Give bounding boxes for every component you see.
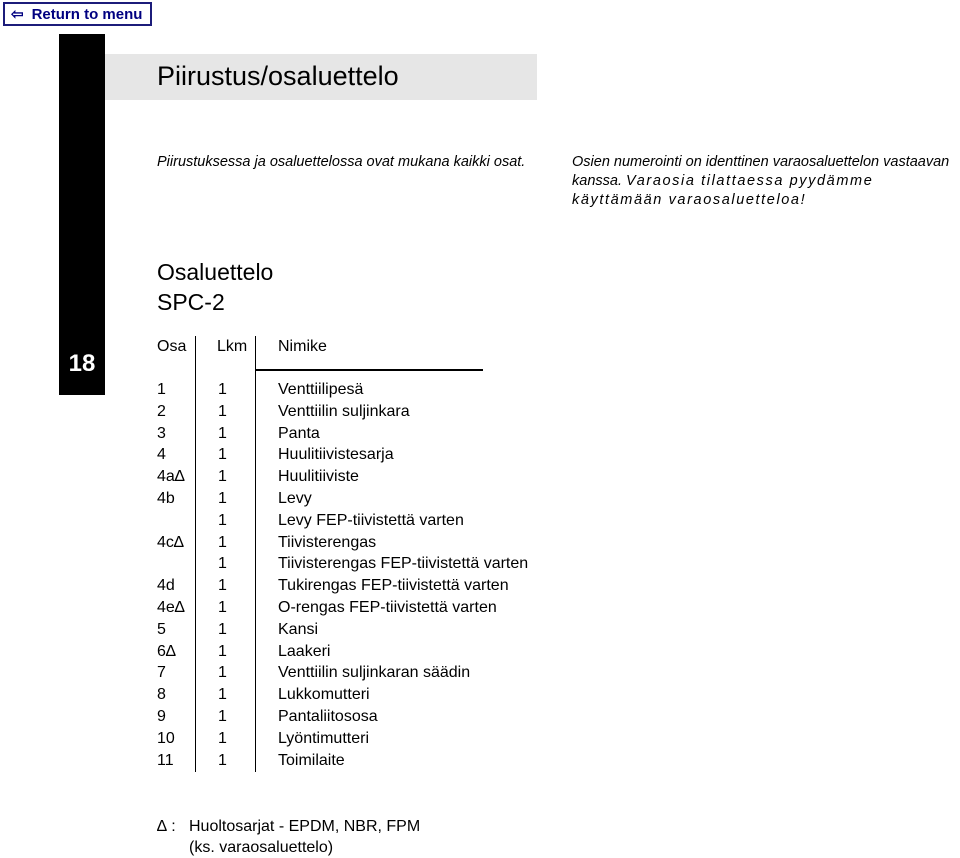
part-number: 8 (157, 686, 166, 704)
table-row (0, 425, 960, 447)
quantity: 1 (218, 751, 227, 769)
part-name: Tiivisterengas FEP-tiivistettä varten (278, 555, 529, 573)
table-row (0, 403, 960, 425)
quantity: 1 (218, 490, 227, 507)
part-number: 6∆ (157, 642, 176, 660)
part-name: O-rengas FEP-tiivistettä varten (278, 599, 497, 616)
part-name: Tukirengas FEP-tiivistettä varten (278, 577, 509, 595)
table-row (0, 512, 960, 534)
part-name: Laakeri (278, 642, 331, 660)
quantity: 1 (218, 381, 227, 398)
part-number: 1 (157, 381, 166, 398)
intro-right-line1: Osien numerointi on identtinen varaosaluettelon vastaavan kanssa. (572, 154, 950, 189)
legend-footer (157, 816, 420, 858)
table-row (0, 490, 960, 512)
part-name: Huulitiiviste (278, 468, 359, 486)
table-row (0, 599, 960, 621)
part-number: 4b (157, 490, 175, 507)
page-title: Piirustus/osaluettelo (157, 61, 399, 91)
quantity: 1 (218, 511, 227, 529)
quantity: 1 (218, 642, 227, 660)
header-nimike: Nimike (278, 338, 327, 355)
table-row (0, 577, 960, 599)
part-number: 10 (157, 729, 175, 747)
part-name: Panta (278, 424, 320, 442)
part-name: Levy (278, 490, 312, 507)
header-lkm: Lkm (217, 338, 248, 355)
part-number: 2 (157, 402, 166, 420)
legend-line1: Huoltosarjat - EPDM, NBR, FPM (189, 818, 421, 835)
part-number: 4a∆ (157, 468, 185, 486)
part-name: Venttiilin suljinkaran säädin (278, 664, 471, 682)
delta-symbol: ∆ : (157, 818, 176, 835)
part-name: Pantaliitososa (278, 708, 378, 725)
part-name: Tiivisterengas (278, 533, 377, 551)
table-row (0, 446, 960, 468)
table-row (0, 730, 960, 752)
table-row (0, 468, 960, 490)
part-number: 11 (157, 751, 174, 769)
part-number: 4c∆ (157, 533, 184, 551)
table-row (0, 664, 960, 686)
part-name: Lyöntimutteri (278, 729, 369, 747)
part-name: Toimilaite (278, 751, 345, 769)
quantity: 1 (218, 468, 227, 486)
quantity: 1 (218, 708, 227, 725)
table-row (0, 752, 960, 774)
part-number: 9 (157, 708, 166, 725)
parts-list-title (157, 257, 273, 317)
table-row (0, 555, 960, 577)
intro-left-text: Piirustuksessa ja osaluettelossa ovat mukana kaikki osat. (157, 154, 526, 170)
table-row (0, 643, 960, 665)
part-number: 4e∆ (157, 599, 185, 616)
return-to-menu-label: Return to menu (31, 5, 143, 23)
quantity: 1 (218, 686, 227, 704)
page-side-bar (59, 34, 105, 395)
part-number: 7 (157, 664, 166, 682)
intro-right-text (572, 153, 960, 210)
table-row (0, 534, 960, 556)
part-name: Venttiilipesä (278, 381, 364, 398)
part-name: Venttiilin suljinkara (278, 402, 410, 420)
part-number: 5 (157, 620, 166, 638)
return-to-menu-button[interactable] (3, 2, 152, 26)
part-name: Levy FEP-tiivistettä varten (278, 511, 464, 529)
back-arrow-icon: ⇦ (11, 6, 24, 23)
page-number: 18 (68, 350, 96, 377)
table-row (0, 381, 960, 403)
quantity: 1 (218, 620, 227, 638)
part-name: Lukkomutteri (278, 686, 370, 704)
part-name: Huulitiivistesarja (278, 446, 394, 464)
quantity: 1 (218, 424, 227, 442)
table-row (0, 686, 960, 708)
part-number: 4d (157, 577, 175, 595)
part-name: Kansi (278, 620, 319, 638)
table-row (0, 621, 960, 643)
table-row (0, 708, 960, 730)
quantity: 1 (218, 664, 227, 682)
quantity: 1 (218, 446, 227, 464)
quantity: 1 (218, 599, 227, 616)
legend-line2: (ks. varaosaluettelo) (189, 839, 334, 856)
quantity: 1 (218, 729, 227, 747)
part-number: 3 (157, 424, 166, 442)
parts-list-model: SPC-2 (157, 289, 225, 315)
parts-list-heading: Osaluettelo (157, 259, 274, 285)
quantity: 1 (218, 533, 227, 551)
quantity: 1 (218, 555, 227, 573)
quantity: 1 (218, 577, 227, 595)
part-number: 4 (157, 446, 166, 464)
header-osa: Osa (157, 338, 187, 355)
header-underline (256, 369, 483, 371)
quantity: 1 (218, 402, 227, 420)
intro-right-line2: Varaosia tilattaessa pyydämme käyttämään varaosaluetteloa! (572, 173, 874, 208)
